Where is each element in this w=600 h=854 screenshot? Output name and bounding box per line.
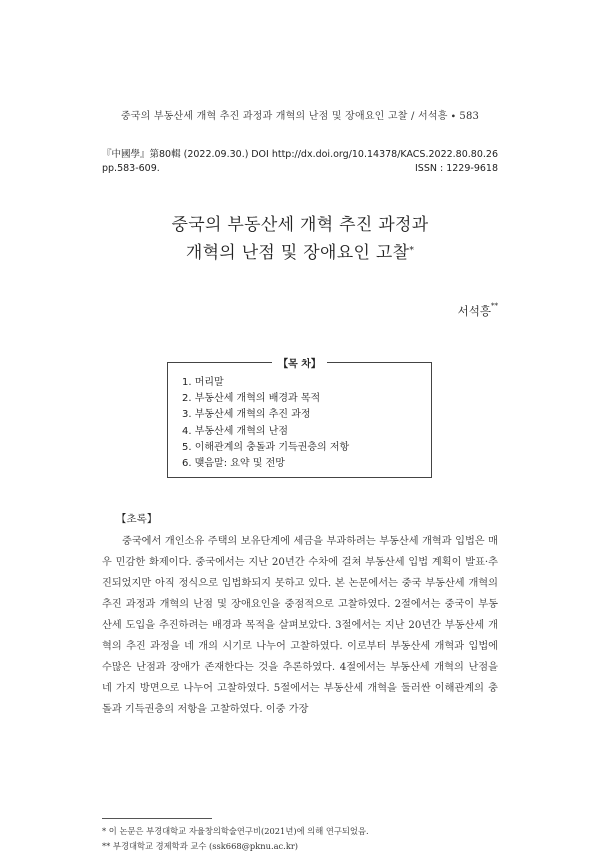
toc-item[interactable]: 1. 머리말 [182, 377, 224, 388]
citation-row-1 [102, 148, 498, 162]
title-line-1: 중국의 부동산세 개혁 추진 과정과 [171, 215, 429, 235]
title-line-2 [0, 239, 600, 267]
toc-item[interactable]: 3. 부동산세 개혁의 추진 과정 [182, 409, 311, 421]
author-name: 서석흥 [457, 304, 491, 318]
table-of-contents [167, 359, 432, 478]
footnotes [102, 824, 498, 854]
citation-row-2 [102, 162, 498, 176]
citation-block [102, 148, 498, 176]
issn: ISSN : 1229-9618 [415, 163, 498, 174]
doi-link[interactable]: DOI http://dx.doi.org/10.14378/KACS.2022.80.80.26 [251, 149, 498, 160]
title-line-2-text: 개혁의 난점 및 장애요인 고찰 [185, 243, 410, 263]
toc-item[interactable]: 2. 부동산세 개혁의 배경과 목적 [182, 393, 321, 405]
toc-heading: 【목 차】 [272, 359, 327, 370]
footnote-2: ** 부경대학교 경제학과 교수 (ssk668@pknu.ac.kr) [102, 841, 299, 851]
author-footnote-marker[interactable]: ** [491, 302, 498, 310]
footnote-1: * 이 논문은 부경대학교 자율창의학술연구비(2021년)에 의해 연구되었음. [102, 826, 369, 836]
journal-citation: 『中國學』第80輯 (2022.09.30.) [102, 149, 249, 160]
title-footnote-marker[interactable]: * [409, 246, 415, 256]
toc-item[interactable]: 5. 이해관계의 충돌과 기득권층의 저항 [182, 441, 350, 453]
toc-list [182, 375, 349, 472]
toc-item[interactable]: 6. 맺음말: 요약 및 전망 [182, 458, 285, 470]
abstract-label: 【초록】 [116, 513, 158, 525]
footnote-divider [102, 818, 212, 819]
running-header: 중국의 부동산세 개혁 추진 과정과 개혁의 난점 및 장애요인 고찰 / 서석흥 ∙ 583 [120, 111, 480, 122]
page-range: pp.583-609. [102, 163, 160, 174]
toc-item[interactable]: 4. 부동산세 개혁의 난점 [182, 425, 289, 437]
toc-heading-wrap [168, 355, 431, 370]
abstract-text: 중국에서 개인소유 주택의 보유단계에 세금을 부과하려는 부동산세 개혁과 입법은 매우 민감한 화제이다. 중국에서는 지난 20년간 수차에 걸쳐 부동산세 입법 계획이 발표·추진되었지만 아직 정식으로 입법화되지 못하고 있다. 본 논문에서는 중국 부동산세 개혁의 추진 과정과 개혁의 난점 및 장애요인을 중점적으로 고찰하였다. 2절에서는 중국이 부동산세 도입을 추진하려는 배경과 목적을 살펴보았다. 3절에서는 지난 20년간 부동산세 개혁의 추진 과정을 네 개의 시기로 나누어 고찰하였다. 이로부터 부동산세 개혁과 입법에 수많은 난점과 장애가 존재한다는 것을 추론하였다. 4절에서는 부동산세 개혁의 난점을 네 가지 방면으로 나누어 고찰하였다. 5절에서는 부동산세 개혁을 둘러싼 이해관계의 충돌과 기득권층의 저항을 고찰하였다. 이중 가장 [102, 536, 498, 715]
author [458, 303, 498, 319]
paper-title [0, 211, 600, 267]
